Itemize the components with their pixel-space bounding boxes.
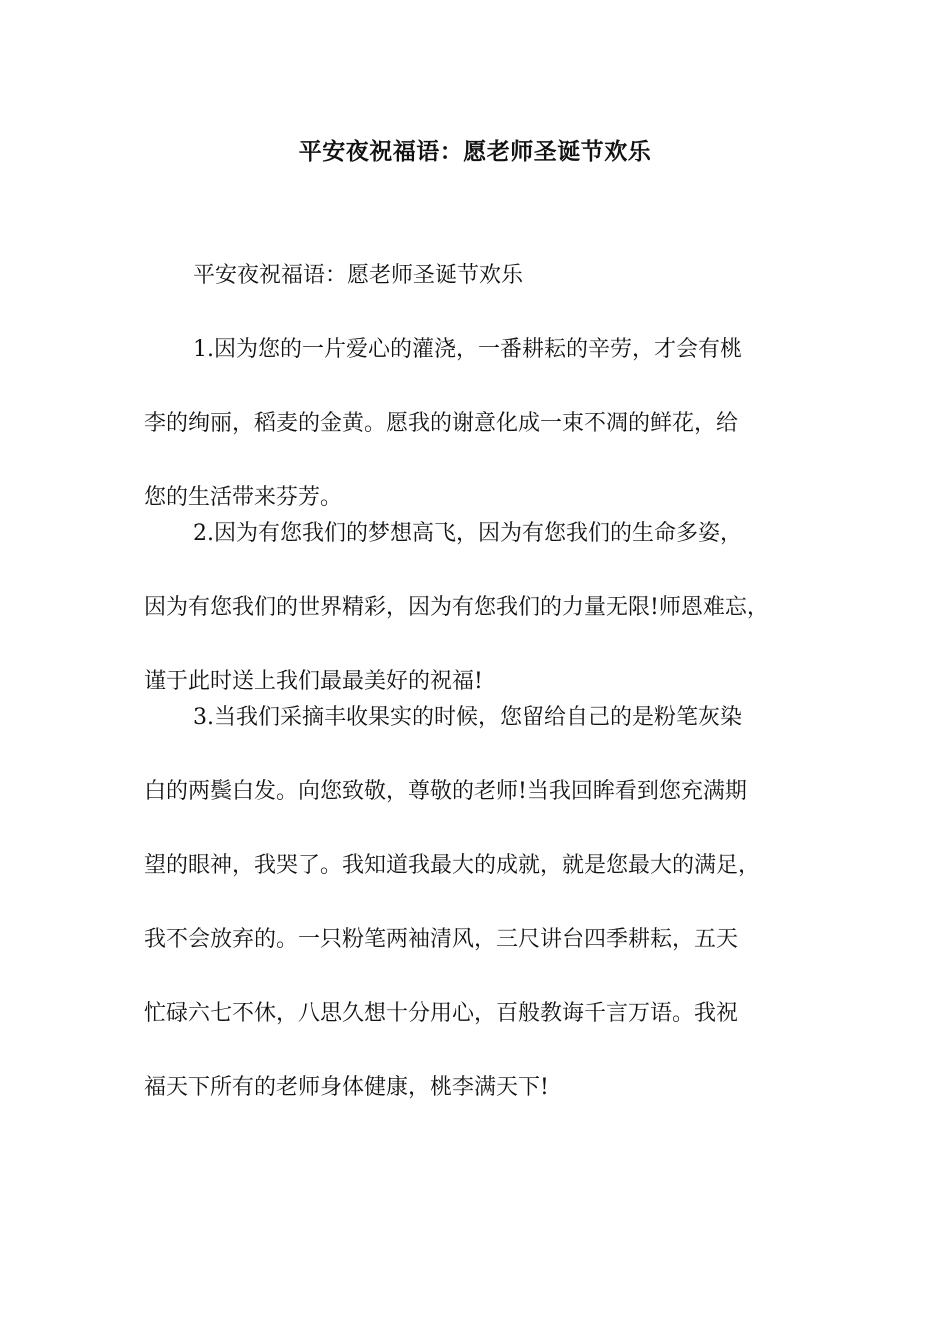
paragraph-line: 您的生活带来芬芳。 (144, 485, 343, 510)
paragraph-line: 谨于此时送上我们最最美好的祝福! (144, 669, 483, 694)
document-subtitle: 平安夜祝福语：愿老师圣诞节欢乐 (193, 263, 524, 288)
paragraph-line: 李的绚丽，稻麦的金黄。愿我的谢意化成一束不凋的鲜花，给 (144, 411, 739, 436)
paragraph-line: 望的眼神，我哭了。我知道我最大的成就，就是您最大的满足， (144, 853, 761, 878)
paragraph-line: 2.因为有您我们的梦想高飞，因为有您我们的生命多姿， (193, 521, 742, 546)
document-title: 平安夜祝福语：愿老师圣诞节欢乐 (298, 138, 652, 165)
paragraph-2 (144, 516, 828, 700)
paragraph-line: 忙碌六七不休，八思久想十分用心，百般教诲千言万语。我祝 (144, 1001, 739, 1026)
paragraph-1 (144, 332, 828, 516)
paragraph-line: 白的两鬓白发。向您致敬，尊敬的老师!当我回眸看到您充满期 (144, 779, 747, 804)
paragraph-3 (144, 700, 828, 1106)
paragraph-line: 福天下所有的老师身体健康，桃李满天下! (144, 1075, 549, 1100)
paragraph-line: 1.因为您的一片爱心的灌浇，一番耕耘的辛劳，才会有桃 (193, 337, 742, 362)
paragraph-line: 我不会放弃的。一只粉笔两袖清风，三尺讲台四季耕耘，五天 (144, 927, 739, 952)
paragraph-line: 3.当我们采摘丰收果实的时候，您留给自己的是粉笔灰染 (193, 705, 742, 730)
paragraph-line: 因为有您我们的世界精彩，因为有您我们的力量无限!师恩难忘， (144, 595, 769, 620)
document-body (144, 258, 828, 1106)
